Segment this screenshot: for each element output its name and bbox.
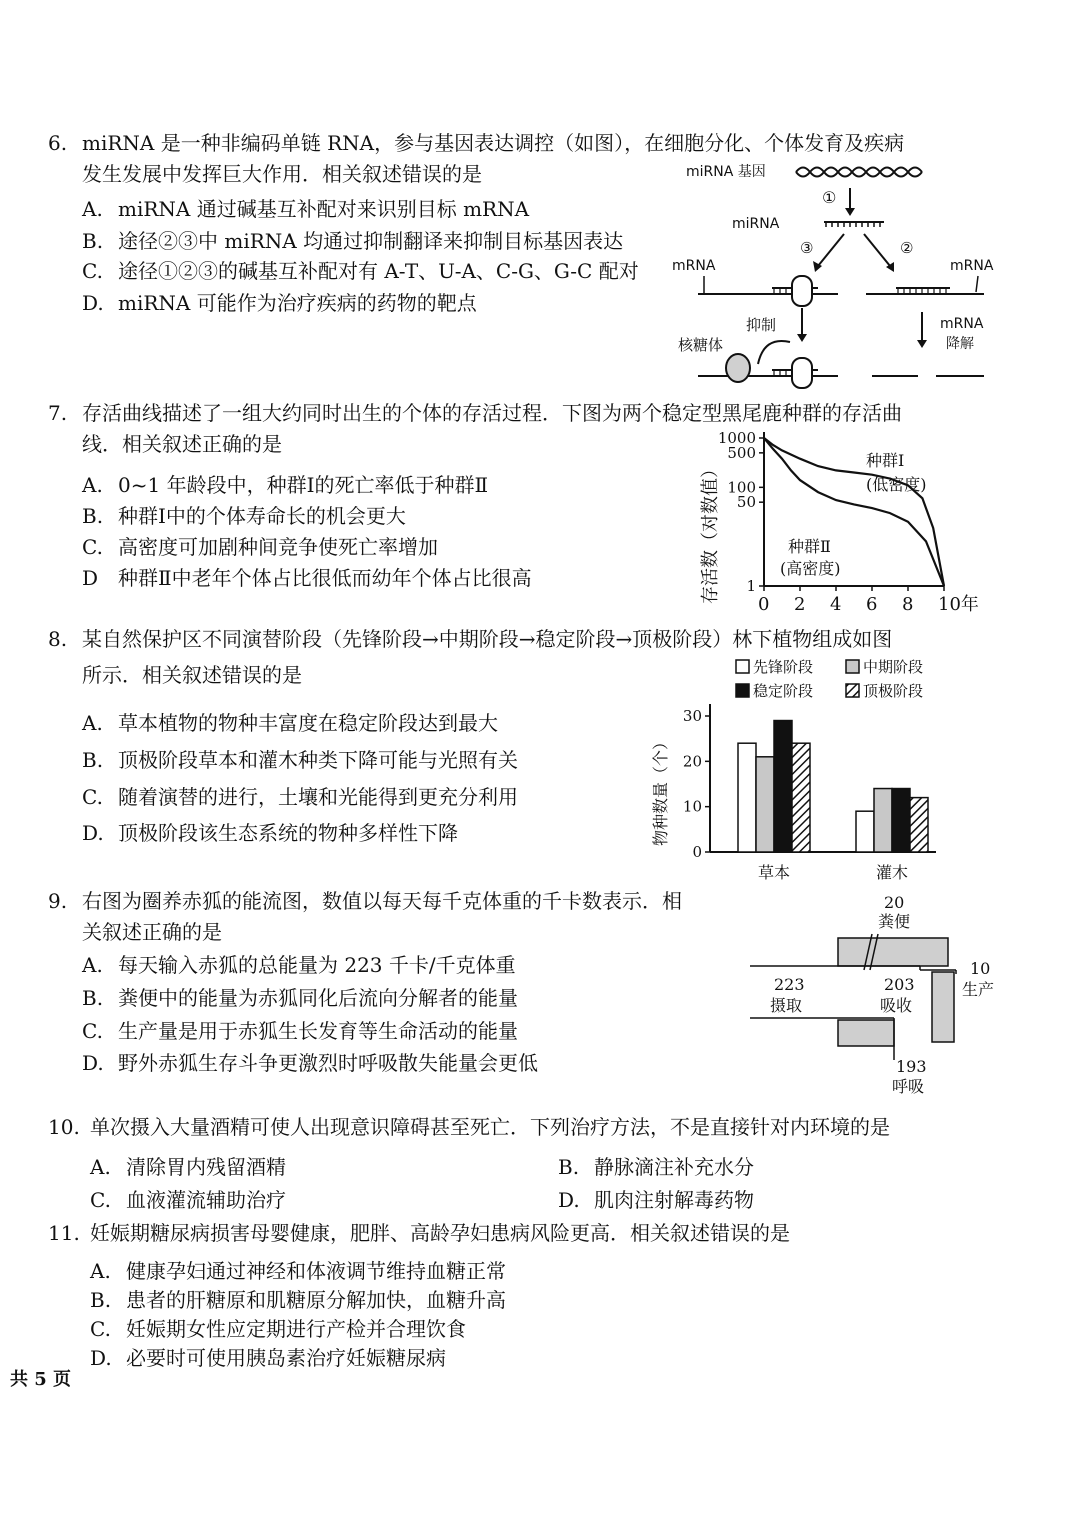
bar-顶极阶段 xyxy=(910,798,928,852)
x-tick-label: 6 xyxy=(866,594,878,615)
series-note: (高密度) xyxy=(780,559,841,578)
y-tick-label: 50 xyxy=(736,493,756,512)
ribosome-blocked-1 xyxy=(792,276,812,306)
bar-先锋阶段 xyxy=(856,811,874,852)
question-stem: 妊娠期糖尿病损害母婴健康，肥胖、高龄孕妇患病风险更高．相关叙述错误的是 xyxy=(90,1221,790,1245)
question-stem: miRNA 是一种非编码单链 RNA，参与基因表达调控（如图），在细胞分化、个体发育及疾病 xyxy=(82,131,905,155)
inhibit-label: 抑制 xyxy=(746,316,777,334)
x-tick-label: 0 xyxy=(758,594,770,615)
step-3-label: ③ xyxy=(800,239,814,257)
option-a: A. 健康孕妇通过神经和体液调节维持血糖正常 xyxy=(90,1259,506,1283)
question-stem: 右图为圈养赤狐的能流图，数值以每天每千克体重的千卡数表示．相 xyxy=(82,889,682,913)
degrade-label-2: 降解 xyxy=(946,336,974,352)
legend-swatch xyxy=(846,660,859,673)
question-stem-cont: 关叙述正确的是 xyxy=(82,920,222,944)
bar-中期阶段 xyxy=(874,789,892,852)
feces-block xyxy=(838,938,948,966)
series-note: (低密度) xyxy=(866,475,927,494)
y-tick-label: 30 xyxy=(682,707,702,725)
option-c: C. 途径①②③的碱基互补配对有 A-T、U-A、C-G、G-C 配对 xyxy=(82,259,639,283)
y-tick-label: 100 xyxy=(727,478,756,497)
respiration-block xyxy=(838,1020,894,1046)
production-label: 生产 xyxy=(962,980,995,999)
bar-顶极阶段 xyxy=(792,743,810,852)
legend-label: 先锋阶段 xyxy=(753,658,814,676)
arrow-2 xyxy=(864,234,890,266)
y-tick-label: 10 xyxy=(682,797,702,816)
bar-中期阶段 xyxy=(756,757,774,852)
bar-先锋阶段 xyxy=(738,743,756,852)
legend-swatch xyxy=(736,660,749,673)
question-number: 11. xyxy=(48,1221,80,1245)
y-tick-label: 1 xyxy=(746,577,756,595)
option-d: D. 顶极阶段该生态系统的物种多样性下降 xyxy=(82,821,458,845)
y-tick-label: 0 xyxy=(692,843,702,861)
option-d: D 种群Ⅱ中老年个体占比很低而幼年个体占比很高 xyxy=(82,566,532,590)
option-d: D. 肌肉注射解毒药物 xyxy=(558,1188,754,1212)
question-stem-cont: 发生发展中发挥巨大作用．相关叙述错误的是 xyxy=(82,162,482,186)
option-c: C. 随着演替的进行，土壤和光能得到更充分利用 xyxy=(82,785,518,809)
page-footer: 共 5 页 xyxy=(10,1369,72,1390)
option-b: B. 粪便中的能量为赤狐同化后流向分解者的能量 xyxy=(82,986,518,1010)
step-1-label: ① xyxy=(822,188,837,207)
intake-label: 摄取 xyxy=(770,996,803,1015)
legend-label: 中期阶段 xyxy=(863,658,924,676)
production-block xyxy=(932,972,954,1042)
question-number: 7. xyxy=(48,401,68,425)
y-tick-label: 20 xyxy=(682,752,702,771)
option-a: A. miRNA 通过碱基互补配对来识别目标 mRNA xyxy=(82,197,530,221)
series-label: 种群Ⅱ xyxy=(788,537,831,556)
question-stem-cont: 所示．相关叙述错误的是 xyxy=(82,663,302,687)
mrna-label-right: mRNA xyxy=(950,258,994,274)
respiration-label: 呼吸 xyxy=(892,1077,925,1096)
series-label: 种群Ⅰ xyxy=(866,451,905,470)
option-b: B. 种群Ⅰ中的个体寿命长的机会更大 xyxy=(82,504,406,528)
succession-bar-chart xyxy=(640,654,960,886)
ribosome-shape xyxy=(726,354,750,382)
category-label: 灌木 xyxy=(875,863,909,882)
legend-swatch xyxy=(736,684,749,697)
option-a: A. 0~1 年龄段中，种群Ⅰ的死亡率低于种群Ⅱ xyxy=(82,473,489,497)
option-a: A. 清除胃内残留酒精 xyxy=(90,1155,286,1179)
mrna-label-left: mRNA xyxy=(672,258,716,274)
option-c: C. 生产量是用于赤狐生长发育等生命活动的能量 xyxy=(82,1019,518,1043)
question-stem-cont: 线．相关叙述正确的是 xyxy=(82,432,282,456)
option-d: D. 必要时可使用胰岛素治疗妊娠糖尿病 xyxy=(90,1346,446,1370)
respiration-value: 193 xyxy=(896,1057,927,1076)
option-d: D. miRNA 可能作为治疗疾病的药物的靶点 xyxy=(82,291,477,315)
legend-swatch xyxy=(846,684,859,697)
absorb-label: 吸收 xyxy=(880,996,913,1015)
legend-label: 稳定阶段 xyxy=(753,682,814,700)
option-b: B. 静脉滴注补充水分 xyxy=(558,1155,754,1179)
option-c: C. 妊娠期女性应定期进行产检并合理饮食 xyxy=(90,1317,466,1341)
question-number: 10. xyxy=(48,1115,80,1139)
x-tick-label: 4 xyxy=(830,594,842,615)
bar-稳定阶段 xyxy=(774,721,792,852)
production-value: 10 xyxy=(970,959,991,978)
option-b: B. 患者的肝糖原和肌糖原分解加快，血糖升高 xyxy=(90,1288,506,1312)
arrow-3 xyxy=(818,234,844,266)
absorb-value: 203 xyxy=(884,975,915,994)
feces-label: 粪便 xyxy=(878,912,911,931)
legend-label: 顶极阶段 xyxy=(863,682,924,700)
y-axis-label: 物种数量（个） xyxy=(651,733,670,846)
feces-value: 20 xyxy=(884,893,905,912)
option-b: B. 顶极阶段草本和灌木种类下降可能与光照有关 xyxy=(82,748,518,772)
y-tick-label: 500 xyxy=(727,443,756,462)
option-a: A. 每天输入赤狐的总能量为 223 千卡/千克体重 xyxy=(82,953,516,977)
arrow-1-head xyxy=(845,208,855,216)
step-2-label: ② xyxy=(900,239,914,257)
question-stem: 某自然保护区不同演替阶段（先锋阶段→中期阶段→稳定阶段→顶极阶段）林下植物组成如图 xyxy=(82,627,893,651)
degrade-label-1: mRNA xyxy=(940,316,984,332)
x-tick-label: 8 xyxy=(902,594,914,615)
option-c: C. 血液灌流辅助治疗 xyxy=(90,1188,286,1212)
y-tick-label: 1000 xyxy=(717,429,756,447)
question-stem: 单次摄入大量酒精可使人出现意识障碍甚至死亡．下列治疗方法，不是直接针对内环境的是 xyxy=(90,1115,890,1139)
option-d: D. 野外赤狐生存斗争更激烈时呼吸散失能量会更低 xyxy=(82,1051,538,1075)
mirna-label: miRNA xyxy=(732,216,780,232)
x-tick-label: 10年 xyxy=(938,594,979,615)
gene-label: miRNA 基因 xyxy=(686,164,766,180)
energy-flow-diagram xyxy=(744,890,1024,1102)
survival-curve-chart xyxy=(680,424,1000,624)
inhibit-curve xyxy=(758,341,790,364)
mirna-diagram xyxy=(668,158,1008,390)
ribosome-label: 核糖体 xyxy=(678,336,724,354)
x-tick-label: 2 xyxy=(794,594,806,615)
question-number: 6. xyxy=(48,131,68,155)
option-b: B. 途径②③中 miRNA 均通过抑制翻译来抑制目标基因表达 xyxy=(82,229,624,253)
question-number: 9. xyxy=(48,889,68,913)
question-stem: 存活曲线描述了一组大约同时出生的个体的存活过程．下图为两个稳定型黑尾鹿种群的存活曲 xyxy=(82,401,902,425)
option-c: C. 高密度可加剧种间竞争使死亡率增加 xyxy=(82,535,438,559)
y-axis-label: 存活数（对数值） xyxy=(700,460,721,604)
category-label: 草本 xyxy=(757,863,791,882)
bar-稳定阶段 xyxy=(892,789,910,852)
intake-value: 223 xyxy=(774,975,805,994)
ribosome-blocked-2 xyxy=(792,358,812,388)
question-number: 8. xyxy=(48,627,68,651)
option-a: A. 草本植物的物种丰富度在稳定阶段达到最大 xyxy=(82,711,498,735)
